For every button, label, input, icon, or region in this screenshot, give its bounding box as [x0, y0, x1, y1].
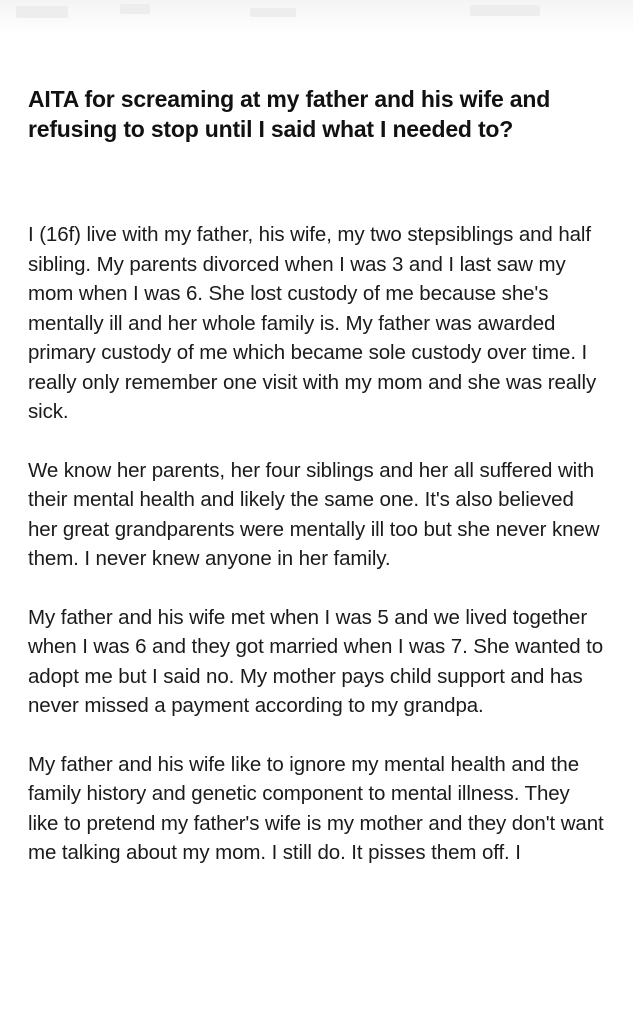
top-spacer: [28, 0, 605, 84]
title-body-gap: [28, 144, 605, 220]
post-body: [28, 220, 605, 868]
page-title: AITA for screaming at my father and his wife and refusing to stop until I said what I needed to?: [28, 86, 551, 142]
bottom-fade: [0, 998, 633, 1024]
body-paragraph: We know her parents, her four siblings and her all suffered with their mental health and likely the same one. It's also believed her great grandparents were mentally ill too but she never knew them. I never knew anyone in her family.: [28, 458, 600, 570]
body-paragraph: My father and his wife like to ignore my mental health and the family history and genetic component to mental illness. They like to pretend my father's wife is my mother and they don't want me talking about my mom. I still do. It pisses them off. I: [28, 752, 604, 864]
body-paragraph: I (16f) live with my father, his wife, my two stepsiblings and half sibling. My parents divorced when I was 3 and I last saw my mom when I was 6. She lost custody of me because she's mentally ill and her whole family is. My father was awarded primary custody of me which became sole custody over time. I really only remember one visit with my mom and she was really sick.: [28, 223, 597, 423]
body-paragraph: My father and his wife met when I was 5 and we lived together when I was 6 and they got married when I was 7. She wanted to adopt me but I said no. My mother pays child support and has never missed a payment according to my grandpa.: [28, 605, 604, 717]
